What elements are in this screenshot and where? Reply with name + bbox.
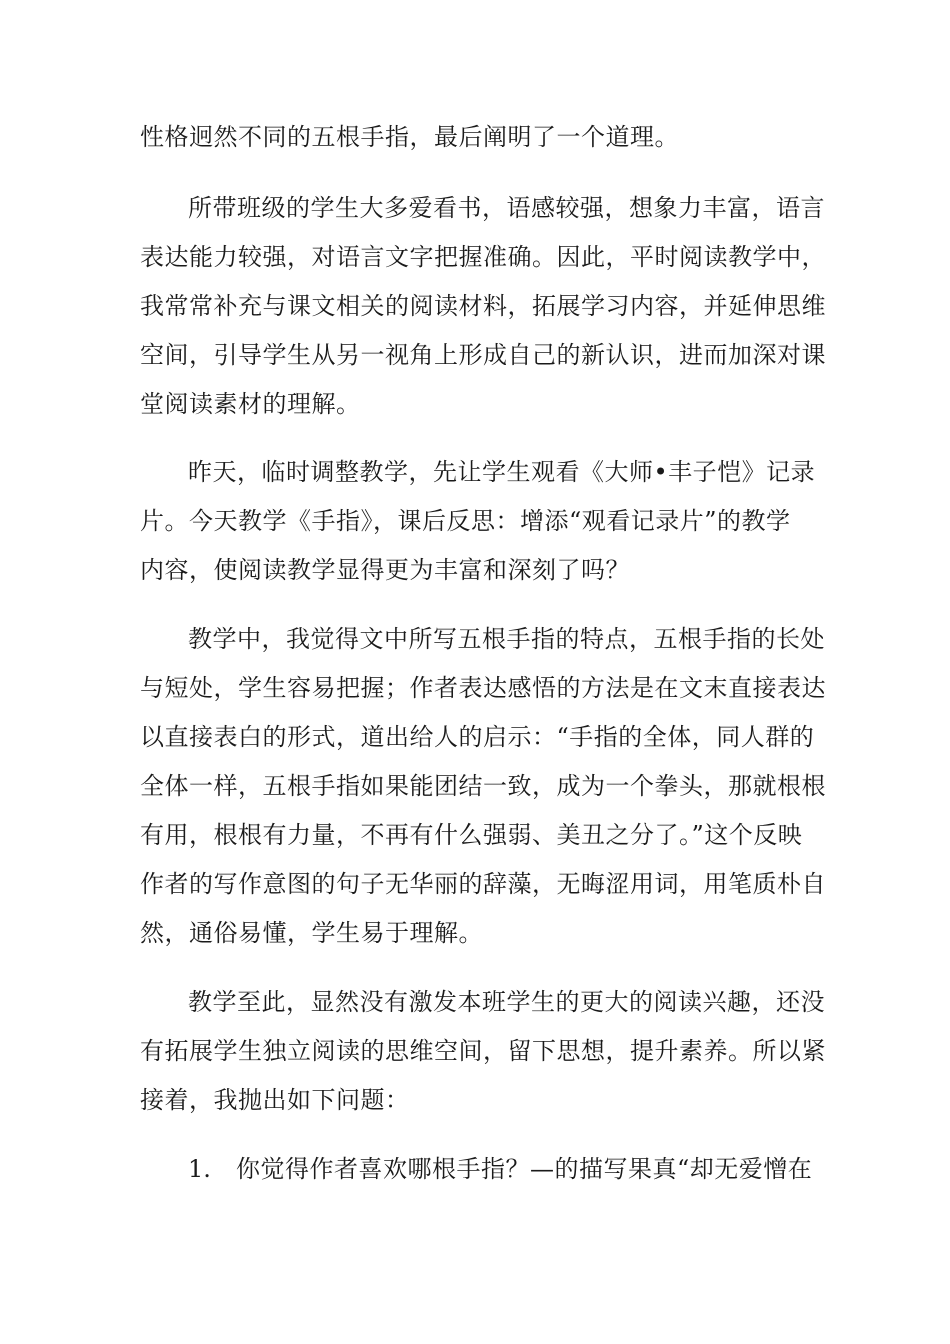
paragraph-line: 我常常补充与课文相关的阅读材料，拓展学习内容，并延伸思维: [140, 292, 826, 320]
paragraph-line: 表达能力较强，对语言文字把握准确。因此，平时阅读教学中，: [140, 243, 826, 271]
paragraph-line: 接着，我抛出如下问题：: [140, 1086, 410, 1114]
paragraph-line: 有用，根根有力量，不再有什么强弱、美丑之分了。”这个反映: [140, 821, 803, 849]
paragraph-line: 堂阅读素材的理解。: [140, 390, 361, 418]
paragraph-line: 作者的写作意图的句子无华丽的辞藻，无晦涩用词，用笔质朴自: [140, 870, 826, 898]
paragraph-line: 教学至此，显然没有激发本班学生的更大的阅读兴趣，还没: [188, 988, 825, 1016]
paragraph-line: 内容，使阅读教学显得更为丰富和深刻了吗？: [140, 556, 630, 584]
paragraph-line: 与短处，学生容易把握；作者表达感悟的方法是在文末直接表达: [140, 674, 826, 702]
paragraph-line: 然，通俗易懂，学生易于理解。: [140, 919, 483, 947]
paragraph-line: 有拓展学生独立阅读的思维空间，留下思想，提升素养。所以紧: [140, 1037, 826, 1065]
paragraph-line: 全体一样，五根手指如果能团结一致，成为一个拳头，那就根根: [140, 772, 826, 800]
paragraph-line: 以直接表白的形式，道出给人的启示：“手指的全体，同人群的: [140, 723, 815, 751]
paragraph-line: 性格迥然不同的五根手指，最后阐明了一个道理。: [140, 123, 679, 151]
list-item-number: 1.: [188, 1155, 211, 1183]
paragraph-line: 片。今天教学《手指》，课后反思：增添“观看记录片”的教学: [140, 507, 791, 535]
paragraph-line: 教学中，我觉得文中所写五根手指的特点，五根手指的长处: [188, 625, 825, 653]
paragraph-line: 空间，引导学生从另一视角上形成自己的新认识，进而加深对课: [140, 341, 826, 369]
paragraph-line: 昨天，临时调整教学，先让学生观看《大师•丰子恺》记录: [188, 458, 816, 486]
paragraph-line: 所带班级的学生大多爱看书，语感较强，想象力丰富，语言: [188, 194, 825, 222]
list-item-text: 你觉得作者喜欢哪根手指？—的描写果真“却无爱憎在: [236, 1155, 813, 1183]
